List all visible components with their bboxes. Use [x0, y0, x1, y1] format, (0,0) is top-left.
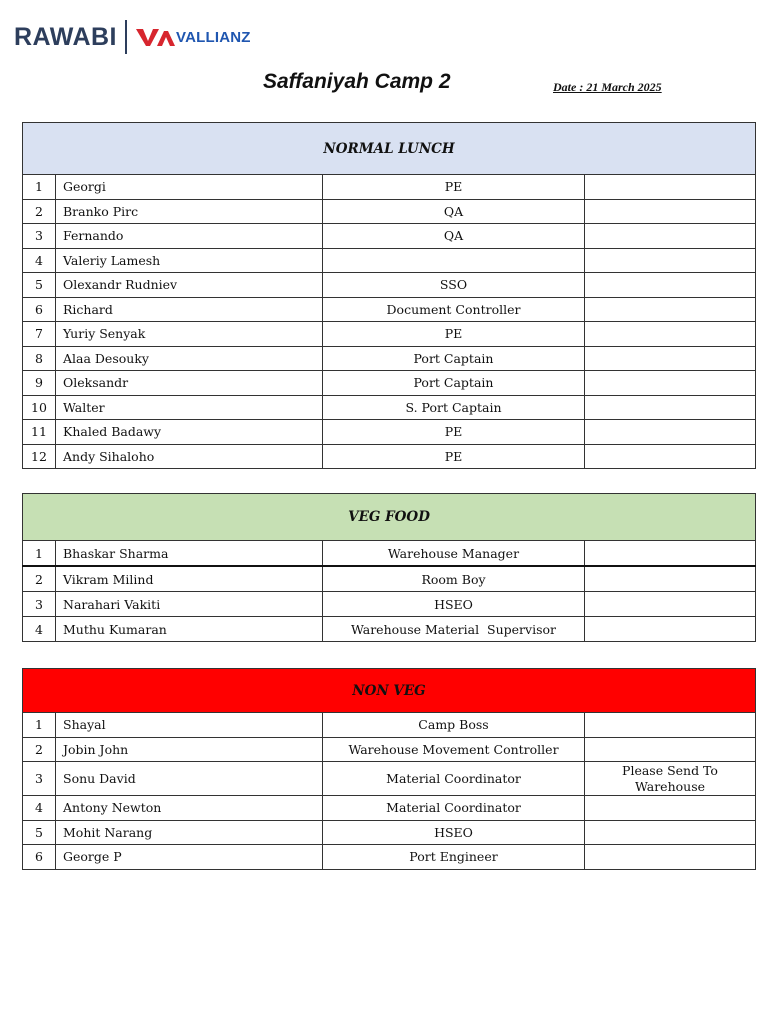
person-role: Material Coordinator	[323, 762, 585, 796]
table-row	[23, 248, 756, 273]
row-number: 2	[23, 199, 56, 224]
table-row	[23, 395, 756, 420]
person-role: Camp Boss	[323, 713, 585, 738]
row-number: 6	[23, 297, 56, 322]
table-row	[23, 845, 756, 870]
vallianz-logo: VALLIANZ	[176, 28, 251, 46]
row-note	[585, 566, 756, 592]
person-name: Yuriy Senyak	[56, 322, 323, 347]
table-row	[23, 420, 756, 445]
person-name: Olexandr Rudniev	[56, 273, 323, 298]
person-name: Richard	[56, 297, 323, 322]
row-note	[585, 737, 756, 762]
row-number: 5	[23, 820, 56, 845]
row-note	[585, 541, 756, 567]
table-row	[23, 592, 756, 617]
person-name: Walter	[56, 395, 323, 420]
person-role: HSEO	[323, 820, 585, 845]
person-name: Andy Sihaloho	[56, 444, 323, 469]
person-name: Valeriy Lamesh	[56, 248, 323, 273]
row-number: 7	[23, 322, 56, 347]
row-number: 3	[23, 762, 56, 796]
person-role: HSEO	[323, 592, 585, 617]
non-veg-table	[22, 668, 756, 870]
row-note	[585, 592, 756, 617]
person-role: QA	[323, 224, 585, 249]
section-header-veg-food: VEG FOOD	[23, 494, 756, 541]
person-name: Antony Newton	[56, 796, 323, 821]
person-name: Fernando	[56, 224, 323, 249]
table-row	[23, 737, 756, 762]
table-row	[23, 199, 756, 224]
person-role: Port Engineer	[323, 845, 585, 870]
page-title: Saffaniyah Camp 2	[263, 70, 451, 93]
person-name: Georgi	[56, 175, 323, 200]
table-row	[23, 566, 756, 592]
table-row	[23, 541, 756, 567]
row-number: 8	[23, 346, 56, 371]
person-role: Warehouse Movement Controller	[323, 737, 585, 762]
person-role: S. Port Captain	[323, 395, 585, 420]
row-note	[585, 845, 756, 870]
table-row	[23, 322, 756, 347]
row-note	[585, 346, 756, 371]
row-number: 11	[23, 420, 56, 445]
table-row	[23, 175, 756, 200]
row-number: 1	[23, 713, 56, 738]
section-header-non-veg: NON VEG	[23, 669, 756, 713]
person-role: SSO	[323, 273, 585, 298]
row-note	[585, 617, 756, 642]
row-number: 12	[23, 444, 56, 469]
person-name: Bhaskar Sharma	[56, 541, 323, 567]
person-role: PE	[323, 322, 585, 347]
row-note	[585, 199, 756, 224]
company-logos	[14, 18, 251, 56]
table-row	[23, 297, 756, 322]
table-row	[23, 273, 756, 298]
table-row	[23, 713, 756, 738]
veg-food-table	[22, 493, 756, 642]
row-number: 9	[23, 371, 56, 396]
row-note	[585, 224, 756, 249]
row-note: Please Send To Warehouse	[585, 762, 756, 796]
person-name: Vikram Milind	[56, 566, 323, 592]
person-role: QA	[323, 199, 585, 224]
table-row	[23, 371, 756, 396]
row-number: 2	[23, 566, 56, 592]
person-name: Mohit Narang	[56, 820, 323, 845]
row-number: 2	[23, 737, 56, 762]
table-row	[23, 796, 756, 821]
row-note	[585, 248, 756, 273]
table-row	[23, 444, 756, 469]
person-role: Room Boy	[323, 566, 585, 592]
row-number: 4	[23, 617, 56, 642]
table-row	[23, 617, 756, 642]
section-header-normal-lunch: NORMAL LUNCH	[23, 123, 756, 175]
person-role: Port Captain	[323, 346, 585, 371]
person-role: Warehouse Manager	[323, 541, 585, 567]
row-number: 5	[23, 273, 56, 298]
logo-divider	[125, 20, 127, 54]
person-role: Port Captain	[323, 371, 585, 396]
table-row	[23, 820, 756, 845]
person-name: Jobin John	[56, 737, 323, 762]
table-row	[23, 762, 756, 796]
table-row	[23, 346, 756, 371]
row-number: 6	[23, 845, 56, 870]
row-note	[585, 796, 756, 821]
person-name: Oleksandr	[56, 371, 323, 396]
person-role: PE	[323, 420, 585, 445]
vallianz-va-mark-icon	[135, 26, 175, 48]
report-date: Date : 21 March 2025	[553, 80, 662, 94]
person-name: Shayal	[56, 713, 323, 738]
row-number: 3	[23, 592, 56, 617]
person-name: Branko Pirc	[56, 199, 323, 224]
person-role: PE	[323, 175, 585, 200]
row-number: 4	[23, 796, 56, 821]
person-name: Muthu Kumaran	[56, 617, 323, 642]
row-number: 10	[23, 395, 56, 420]
person-name: Narahari Vakiti	[56, 592, 323, 617]
row-note	[585, 395, 756, 420]
person-name: Khaled Badawy	[56, 420, 323, 445]
row-number: 1	[23, 541, 56, 567]
person-name: Alaa Desouky	[56, 346, 323, 371]
row-number: 3	[23, 224, 56, 249]
row-note	[585, 322, 756, 347]
row-note	[585, 371, 756, 396]
rawabi-logo: RAWABI	[14, 22, 117, 51]
table-row	[23, 224, 756, 249]
row-number: 1	[23, 175, 56, 200]
row-note	[585, 713, 756, 738]
normal-lunch-table	[22, 122, 756, 469]
row-note	[585, 820, 756, 845]
person-name: George P	[56, 845, 323, 870]
person-role: Warehouse Material Supervisor	[323, 617, 585, 642]
row-note	[585, 444, 756, 469]
row-note	[585, 273, 756, 298]
row-note	[585, 175, 756, 200]
person-role: Document Controller	[323, 297, 585, 322]
person-name: Sonu David	[56, 762, 323, 796]
row-note	[585, 420, 756, 445]
person-role	[323, 248, 585, 273]
person-role: Material Coordinator	[323, 796, 585, 821]
row-note	[585, 297, 756, 322]
row-number: 4	[23, 248, 56, 273]
person-role: PE	[323, 444, 585, 469]
